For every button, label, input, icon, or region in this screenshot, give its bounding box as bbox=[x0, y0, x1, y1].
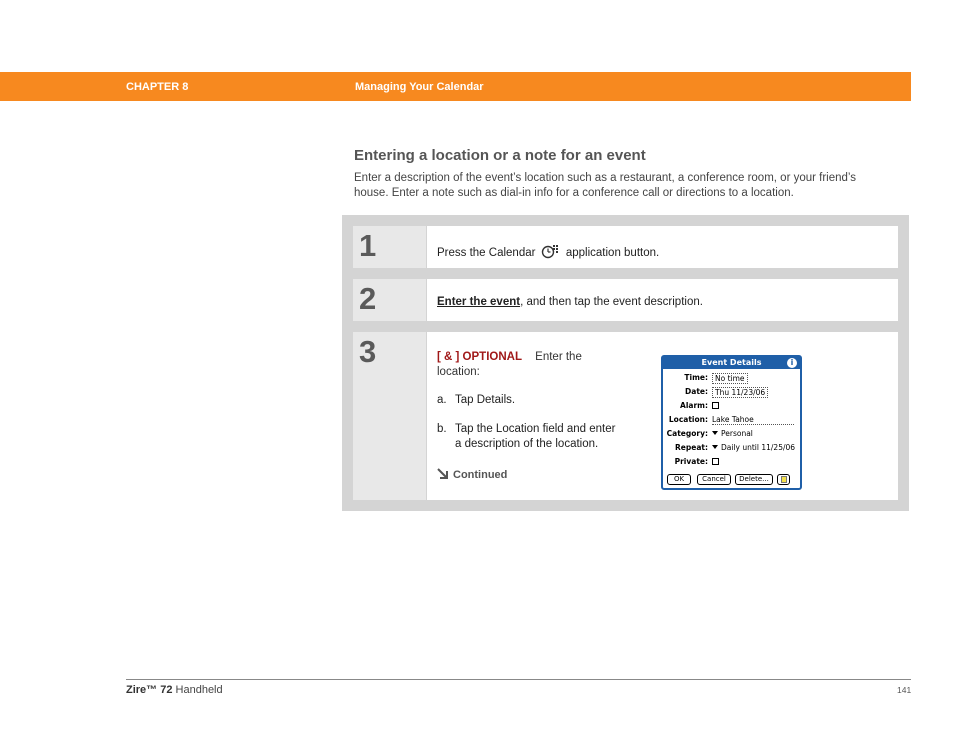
optional-block bbox=[437, 350, 637, 380]
optional-text: Enter the bbox=[535, 351, 582, 363]
dropdown-triangle-icon bbox=[712, 445, 718, 449]
step-body bbox=[427, 226, 898, 268]
calendar-app-icon bbox=[541, 243, 561, 259]
repeat-row bbox=[663, 442, 800, 454]
alarm-label: Alarm: bbox=[680, 401, 708, 410]
step-2-text bbox=[437, 296, 703, 308]
step-number-box bbox=[353, 332, 426, 500]
step-1-text-after: application button. bbox=[565, 247, 660, 259]
steps-panel bbox=[342, 215, 909, 511]
alarm-checkbox[interactable] bbox=[712, 401, 719, 410]
step-body bbox=[427, 279, 898, 321]
chapter-label: CHAPTER 8 bbox=[126, 81, 189, 93]
enter-the-event-link[interactable]: Enter the event bbox=[437, 296, 521, 308]
note-icon[interactable] bbox=[777, 474, 790, 485]
location-row bbox=[663, 414, 800, 426]
section-title: Entering a location or a note for an event bbox=[354, 147, 646, 164]
step-2 bbox=[353, 279, 898, 321]
optional-tag: [ & ] OPTIONAL bbox=[437, 351, 522, 363]
step-1-text bbox=[437, 243, 659, 259]
chapter-title: Managing Your Calendar bbox=[355, 81, 484, 93]
optional-text-cont: location: bbox=[437, 366, 480, 378]
continued-text: Continued bbox=[453, 469, 508, 481]
location-field[interactable]: Lake Tahoe bbox=[712, 415, 794, 425]
step-number: 1 bbox=[359, 228, 377, 263]
category-value: Personal bbox=[721, 429, 753, 438]
category-label: Category: bbox=[666, 429, 708, 438]
chapter-header-bar bbox=[0, 72, 911, 101]
sub-step-letter: a. bbox=[437, 394, 447, 406]
date-row bbox=[663, 386, 800, 398]
step-1 bbox=[353, 226, 898, 268]
dropdown-triangle-icon bbox=[712, 431, 718, 435]
alarm-row bbox=[663, 400, 800, 412]
sub-step-text: Tap the Location field and enter bbox=[455, 423, 616, 435]
date-label: Date: bbox=[685, 387, 708, 396]
category-picker[interactable] bbox=[712, 429, 753, 438]
product-name: Zire™ 72 bbox=[126, 684, 173, 696]
repeat-label: Repeat: bbox=[675, 443, 708, 452]
repeat-picker[interactable] bbox=[712, 443, 795, 452]
private-row bbox=[663, 456, 800, 468]
step-body bbox=[427, 332, 898, 500]
page-number: 141 bbox=[897, 685, 912, 695]
delete-button[interactable]: Delete... bbox=[735, 474, 773, 485]
step-number-box bbox=[353, 279, 426, 321]
private-checkbox[interactable] bbox=[712, 457, 719, 466]
date-field[interactable]: Thu 11/23/06 bbox=[712, 387, 768, 398]
repeat-value: Daily until 11/25/06 bbox=[721, 443, 796, 452]
step-number-box bbox=[353, 226, 426, 268]
sub-step-text-cont: a description of the location. bbox=[455, 438, 599, 450]
category-row bbox=[663, 428, 800, 440]
footer-rule bbox=[126, 679, 911, 680]
continued-label[interactable] bbox=[437, 468, 507, 481]
section-intro bbox=[354, 171, 914, 201]
product-suffix: Handheld bbox=[172, 684, 223, 696]
sub-step-letter: b. bbox=[437, 423, 447, 435]
step-3 bbox=[353, 332, 898, 500]
event-details-dialog bbox=[661, 355, 802, 490]
step-2-text-after: , and then tap the event description. bbox=[520, 296, 703, 308]
continued-arrow-icon bbox=[437, 468, 450, 480]
location-label: Location: bbox=[668, 415, 708, 424]
step-number: 2 bbox=[359, 281, 377, 316]
private-label: Private: bbox=[674, 457, 708, 466]
step-number: 3 bbox=[359, 334, 377, 369]
ok-button[interactable]: OK bbox=[667, 474, 691, 485]
footer-product bbox=[126, 684, 223, 696]
time-field[interactable]: No time bbox=[712, 373, 748, 384]
time-row bbox=[663, 372, 800, 384]
time-label: Time: bbox=[684, 373, 708, 382]
dialog-title: Event Details bbox=[663, 357, 800, 369]
sub-step-text: Tap Details. bbox=[455, 394, 516, 406]
sub-step-a bbox=[437, 393, 647, 408]
cancel-button[interactable]: Cancel bbox=[697, 474, 731, 485]
info-icon[interactable]: i bbox=[787, 358, 797, 368]
step-1-text-before: Press the Calendar bbox=[437, 247, 536, 259]
intro-line: Enter a description of the event’s location such as a restaurant, a conference room, or your friend’s bbox=[354, 172, 857, 184]
intro-line: house. Enter a note such as dial-in info for a conference call or directions to a location. bbox=[354, 187, 794, 199]
sub-step-b bbox=[437, 422, 647, 452]
